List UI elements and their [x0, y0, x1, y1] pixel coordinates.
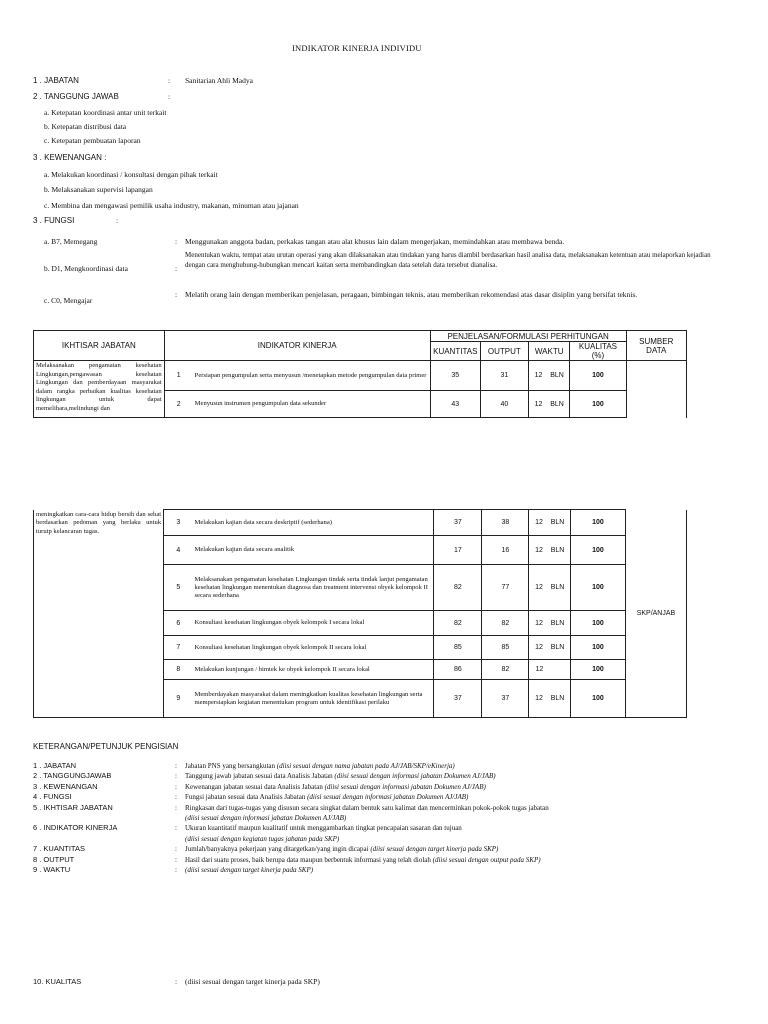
row-indikator: Melaksanakan pengamatan kesehatan Lingkungan tindak serta tindak lanjut pengamatan kesehatan lingkungan menentukan diagnosa dan treatment intervensi obyek kelompok II secara sederhana [192, 565, 433, 611]
row-waktu-value: 12 [535, 546, 543, 554]
row-indikator: Menyusun instrumen pengumpulan data sekunder [193, 391, 431, 418]
keterangan-item-colon: : [175, 782, 177, 791]
row-kuantitas: 82 [434, 611, 482, 636]
row-number: 5 [164, 565, 193, 611]
keterangan-item-colon: : [175, 762, 177, 770]
keterangan-item-text: Jabatan PNS yang bersangkutan [185, 762, 277, 770]
keterangan-list [33, 761, 753, 875]
keterangan-item-text: Ukuran kuantitatif maupun kualitatif untuk menggambarkan tingkat pencapaian sasaran dan tujuan [185, 824, 462, 833]
row-kualitas: 100 [571, 536, 626, 565]
row-satuan: BLN [550, 695, 565, 702]
row-waktu [528, 361, 569, 391]
row-indikator: Persiapan pengumpulan serta menyusun /menetapkan metode pengumpulan data primer [193, 361, 431, 391]
row-satuan: BLN [550, 584, 565, 591]
keterangan-item [33, 761, 753, 771]
row-kualitas: 100 [571, 510, 626, 536]
row-kuantitas: 43 [430, 391, 480, 418]
row-number: 7 [164, 636, 193, 660]
fungsi-label: 3 . FUNGSI [33, 216, 75, 225]
keterangan-item-text: Ringkasan dari tugas-tugas yang disusun secara singkat dalam bentuk satu kalimat dan mencerminkan pokok-pokok tugas jabatan [185, 803, 549, 812]
keterangan-item [33, 803, 753, 813]
row-kuantitas: 85 [434, 636, 482, 660]
keterangan-item-label: 8 . OUTPUT [33, 854, 75, 864]
jabatan-label: 1 . JABATAN [33, 76, 79, 85]
row-kuantitas: 37 [434, 680, 482, 718]
fungsi-a-text: Menggunakan anggota badan, perkakas tangan atau alat khusus lain dalam mengerjakan, memindahkan atau membawa benda. [185, 237, 565, 246]
kualitas-text: (diisi sesuai dengan target kinerja pada SKP) [185, 977, 320, 986]
row-kualitas: 100 [570, 391, 626, 418]
row-satuan: BLN [550, 400, 564, 408]
row-number: 2 [164, 391, 193, 418]
row-waktu-value: 12 [535, 644, 543, 651]
keterangan-item [33, 823, 753, 833]
jabatan-value: Sanitarian Ahli Madya [185, 76, 253, 85]
keterangan-item-note: (diisi sesuai dengan informasi jabatan Dokumen AJ/JAB) [307, 793, 469, 802]
header-kuantitas: KUANTITAS [430, 342, 480, 361]
fungsi-a-label: a. B7, Memegang [44, 237, 98, 246]
row-kualitas: 100 [571, 636, 626, 660]
row-output: 16 [482, 536, 529, 565]
row-output: 82 [482, 611, 529, 636]
keterangan-item-note: (diisi sesuai dengan informasi jabatan Dokumen AJ/JAB) [334, 772, 496, 781]
jabatan-colon: : [168, 76, 171, 85]
keterangan-item [33, 834, 753, 844]
row-kuantitas: 82 [434, 565, 482, 611]
row-output: 38 [482, 510, 529, 536]
row-number: 6 [164, 611, 193, 636]
row-waktu-value: 12 [534, 400, 543, 408]
keterangan-item-note: (diisi sesuai dengan kegiatan tugas jabatan pada SKP) [185, 834, 340, 843]
row-output: 37 [482, 680, 529, 718]
fungsi-b-label: b. D1, Mengkoordinasi data [44, 264, 128, 273]
header-indikator: INDIKATOR KINERJA [164, 331, 430, 361]
keterangan-item-note: (diisi sesuai dengan informasi jabatan Dokumen AJ/JAB) [185, 813, 347, 822]
row-waktu-value: 12 [535, 619, 543, 627]
row-waktu-value: 12 [535, 584, 543, 591]
row-output: 77 [482, 565, 529, 611]
keterangan-item [33, 792, 753, 802]
row-output: 82 [482, 660, 529, 680]
indikator-table-bottom [33, 509, 687, 718]
row-kuantitas: 17 [434, 536, 482, 565]
row-kualitas: 100 [571, 680, 626, 718]
keterangan-item [33, 844, 753, 854]
row-satuan: BLN [550, 372, 564, 380]
keterangan-item-colon: : [175, 845, 177, 854]
keterangan-item [33, 771, 753, 781]
header-ikhtisar: IKHTISAR JABATAN [34, 331, 165, 361]
kewenangan-label: 3 . KEWENANGAN : [33, 153, 107, 162]
fungsi-b-colon: : [175, 264, 178, 273]
row-number: 9 [164, 680, 193, 718]
keterangan-item [33, 855, 753, 865]
tanggung-jawab-label: 2 . TANGGUNG JAWAB [33, 92, 119, 101]
row-waktu [529, 536, 571, 565]
keterangan-item [33, 813, 753, 823]
row-waktu-value: 12 [535, 519, 543, 526]
fungsi-b-text: Menentukan waktu, tempat atau urutan operasi yang akan dilaksanakan atau tindakan yang harus diambil berdasarkan hasil analisa data, melaksanakan ketentuan atau melaporkan kejadian dengan cara menghubung-hubungkan mencari kaitan serta membandingkan data setelah data tersebut dianalisa. [185, 251, 711, 269]
row-kualitas: 100 [570, 361, 626, 391]
row-waktu [529, 660, 571, 680]
row-kualitas: 100 [571, 565, 626, 611]
header-sumber-data: SUMBER DATA [626, 331, 687, 361]
row-waktu-value: 12 [534, 372, 543, 380]
row-output: 40 [480, 391, 528, 418]
fungsi-c-label: c. C0, Mengajar [44, 296, 93, 305]
keterangan-item-text: Tanggung jawab jabatan sesuai data Analisis Jabatan [185, 772, 335, 781]
row-kuantitas: 86 [434, 660, 482, 680]
kewenangan-item-c: c. Membina dan mengawasi pemilik usaha industry, makanan, minuman atau jajanan [44, 201, 299, 210]
row-indikator: Konsultasi kesehatan lingkungan obyek kelompok II secara lokal [192, 636, 433, 660]
tanggung-jawab-item-a: a. Ketepatan koordinasi antar unit terkait [44, 108, 167, 117]
keterangan-item-colon: : [175, 865, 177, 874]
row-number: 8 [164, 660, 193, 680]
row-satuan: BLN [550, 546, 565, 554]
ikhtisar-text-part1: Melaksanakan pengamatan kesehatan Lingkungan,pengawasan kesehatan Lingkungan dan pemberdayaan masyarakat dalam rangka perbaikan kualitas kesehatan lingkungan untuk dapat memelihara,melindungi dan [36, 362, 162, 412]
row-waktu [529, 680, 571, 718]
row-kuantitas: 37 [434, 510, 482, 536]
fungsi-a-colon: : [175, 237, 178, 246]
keterangan-item-note: (diisi sesuai dengan target kinerja pada SKP) [370, 845, 499, 854]
row-waktu-value: 12 [535, 695, 543, 702]
fungsi-c-text: Melatih orang lain dengan memberikan penjelasan, peragaan, bimbingan teknis, atau memberikan rekomendasi atas dasar disiplin yang bersifat teknis. [185, 290, 638, 299]
row-satuan: BLN [550, 519, 565, 526]
header-penjelasan: PENJELASAN/FORMULASI PERHITUNGAN [430, 331, 626, 342]
kewenangan-item-b: b. Melaksanakan supervisi lapangan [44, 185, 153, 194]
keterangan-item-text: Hasil dari suatu proses, baik berupa data maupun berbentuk informasi yang telah diolah [185, 855, 433, 864]
tanggung-jawab-item-b: b. Ketepatan distribusi data [44, 122, 127, 131]
row-indikator: Melakukan kajian data secara deskriptif (sederhana) [192, 510, 433, 536]
row-waktu [529, 565, 571, 611]
row-waktu [529, 636, 571, 660]
keterangan-item-label: 3 . KEWENANGAN [33, 781, 98, 791]
row-waktu [528, 391, 569, 418]
kualitas-colon: : [175, 977, 178, 986]
page-title: INDIKATOR KINERJA INDIVIDU [292, 43, 422, 53]
kewenangan-item-a: a. Melakukan koordinasi / konsultasi dengan pihak terkait [44, 170, 218, 179]
keterangan-item-text: Kewenangan jabatan sesuai data Analisis Jabatan [185, 782, 325, 791]
keterangan-item-label: 1 . JABATAN [33, 761, 77, 770]
ikhtisar-text-part2: meningkatkan cara-cara hidup bersih dan sehat berdasarkan pedoman yang berlaku untuk turutp kelancaran tugas. [36, 510, 162, 535]
keterangan-item [33, 865, 753, 875]
keterangan-item-label: 6 . INDIKATOR KINERJA [33, 823, 118, 833]
keterangan-item-label: 2 . TANGGUNGJAWAB [33, 771, 112, 781]
keterangan-item-text: Fungsi jabatan sesuai data Analisis Jabatan [185, 793, 308, 802]
keterangan-item-label: 4 . FUNGSI [33, 792, 72, 802]
keterangan-item-note: (diisi sesuai dengan nama jabatan pada AJ/JAB/SKP/eKinerja) [276, 762, 455, 770]
header-waktu: WAKTU [528, 342, 569, 361]
header-output: OUTPUT [480, 342, 528, 361]
keterangan-item-note: (diisi sesuai dengan informasi jabatan Dokumen AJ/JAB) [324, 782, 486, 791]
row-waktu [529, 510, 571, 536]
keterangan-item-label: 9 . WAKTU [33, 864, 71, 874]
fungsi-colon: : [116, 216, 119, 225]
keterangan-item-colon: : [175, 793, 177, 802]
row-kualitas: 100 [571, 611, 626, 636]
row-waktu-value: 12 [535, 666, 544, 673]
sumber-data-value: SKP/ANJAB [625, 510, 686, 718]
row-waktu [529, 611, 571, 636]
header-kualitas: KUALITAS (%) [570, 342, 626, 361]
fungsi-c-colon: : [175, 290, 178, 299]
keterangan-item-note: (diisi sesuai dengan output pada SKP) [432, 855, 541, 864]
row-satuan: BLN [550, 619, 565, 627]
row-indikator: Memberdayakan masyarakat dalam meningkatkan kualitas kesehatan lingkungan serta mempersiapkan kegiatan menentukan program untuk identifikasi perilaku [192, 680, 433, 718]
keterangan-item-colon: : [175, 803, 177, 812]
keterangan-item-colon: : [175, 855, 177, 864]
tanggung-jawab-item-c: c. Ketepatan pembuatan laporan [44, 136, 141, 145]
row-kuantitas: 35 [430, 361, 480, 391]
keterangan-item-label: 5 . IKHTISAR JABATAN [33, 802, 113, 812]
keterangan-item-text: Jumlah/banyaknya pekerjaan yang ditargetkan/yang ingin dicapai [185, 845, 371, 854]
keterangan-title: KETERANGAN/PETUNJUK PENGISIAN [33, 742, 179, 751]
row-satuan: BLN [550, 644, 565, 651]
row-indikator: Melakukan kunjungan / bimtek ke obyek kelompok II secara lokal [192, 660, 433, 680]
kualitas-label: 10. KUALITAS [33, 977, 82, 986]
row-output: 85 [482, 636, 529, 660]
row-kualitas: 100 [571, 660, 626, 680]
keterangan-item-label: 7 . KUANTITAS [33, 844, 85, 854]
indikator-table-top [33, 330, 687, 418]
row-indikator: Konsultasi kesehatan lingkungan obyek kelompok I secara lokal [192, 611, 433, 636]
keterangan-item-colon: : [175, 824, 177, 833]
keterangan-item [33, 782, 753, 792]
tanggung-jawab-colon: : [168, 92, 171, 101]
row-number: 4 [164, 536, 193, 565]
row-number: 3 [164, 510, 193, 536]
keterangan-item-note: (diisi sesuai dengan target kinerja pada SKP) [185, 865, 314, 874]
row-indikator: Melakukan kajian data secara analitik [192, 536, 433, 565]
row-output: 31 [480, 361, 528, 391]
row-number: 1 [164, 361, 193, 391]
keterangan-item-colon: : [175, 772, 177, 781]
